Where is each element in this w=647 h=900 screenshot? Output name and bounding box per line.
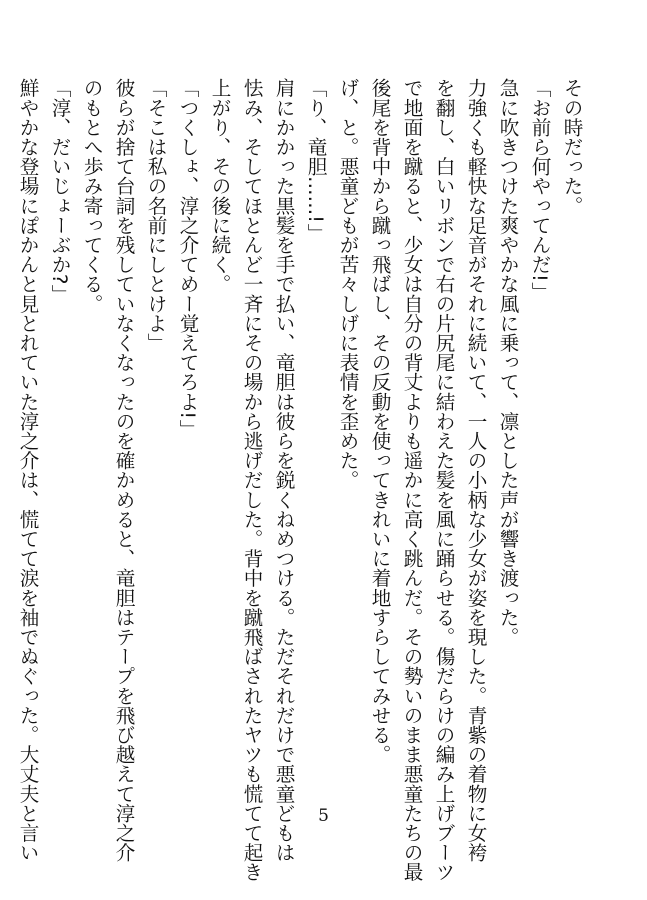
page-number: 5: [318, 806, 329, 826]
text-line: 「淳、だいじょーぶか?」: [48, 78, 71, 304]
text-line: で地面を蹴ると、少女は自分の背丈よりも遥かに高く跳んだ。その勢いのまま悪童たちの最: [400, 78, 423, 882]
text-line: げ、と。悪童どもが苦々しげに表情を歪めた。: [336, 78, 359, 490]
text-line: 後尾を背中から蹴っ飛ばし、その反動を使ってきれいに着地すらしてみせる。: [368, 78, 391, 764]
vertical-text-body: [16, 78, 587, 882]
text-line: 「り、竜胆……!」: [304, 78, 327, 243]
text-line: 「つくしょ、淳之介てめー覚えてろよ!」: [176, 78, 199, 439]
text-line: 鮮やかな登場にぽかんと見とれていた淳之介は、慌てて涙を袖でぬぐった。大丈夫と言い: [16, 78, 39, 862]
text-line: 怯み、そしてほとんど一斉にその場から逃げだした。背中を蹴飛ばされたヤツも慌てて起き: [240, 78, 263, 882]
text-line: 「そこは私の名前にしとけよ」: [144, 78, 167, 353]
text-line: のもとへ歩み寄ってくる。: [80, 78, 103, 314]
text-line: を翻し、白いリボンで右の片尻尾に結わえた髪を風に踊らせる。傷だらけの編み上げブーツ: [432, 78, 455, 882]
text-line: 彼らが捨て台詞を残していなくなったのを確かめると、竜胆はテープを飛び越えて淳之介: [112, 78, 135, 862]
text-line: 上がり、その後に続く。: [208, 78, 231, 294]
text-line: 力強くも軽快な足音がそれに続いて、一人の小柄な少女が姿を現した。青紫の着物に女袴: [464, 78, 487, 862]
text-line: その時だった。: [560, 78, 583, 216]
text-line: 急に吹きつけた爽やかな風に乗って、凛とした声が響き渡った。: [496, 78, 519, 647]
text-line: 「お前ら何やってんだ!」: [528, 78, 551, 302]
text-line: 肩にかかった黒髪を手で払い、竜胆は彼らを鋭くねめつける。ただそれだけで悪童どもは: [272, 78, 295, 862]
